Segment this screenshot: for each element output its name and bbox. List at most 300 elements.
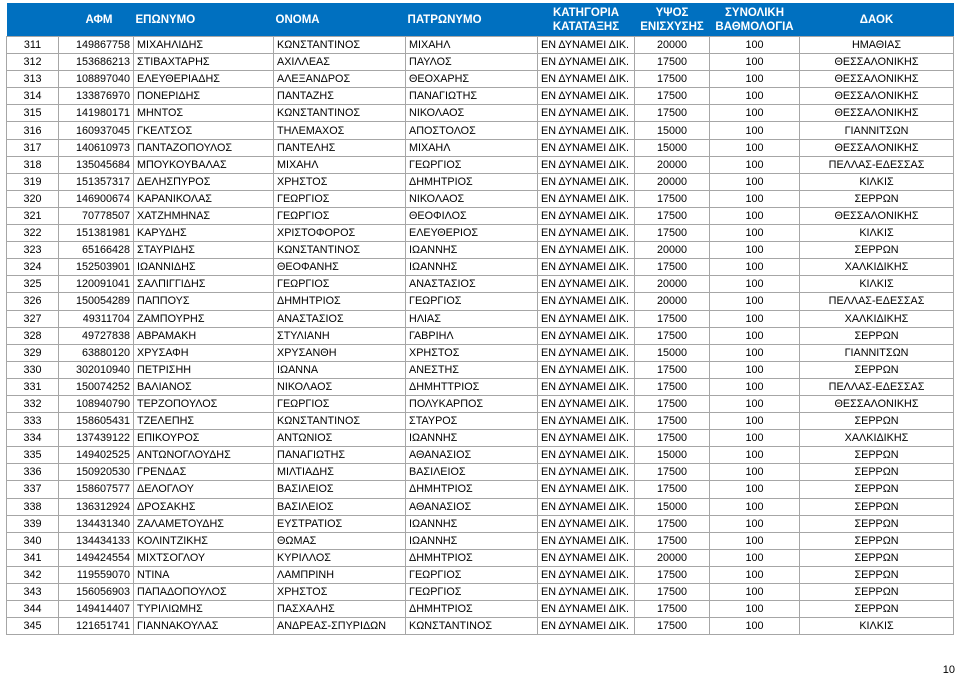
cell-category: ΕΝ ΔΥΝΑΜΕΙ ΔΙΚ. [538, 54, 635, 71]
cell-height: 17500 [635, 105, 710, 122]
cell-surname: ΓΚΕΛΤΣΟΣ [134, 122, 274, 139]
cell-score: 100 [710, 259, 800, 276]
cell-afm: 150920530 [59, 464, 134, 481]
cell-height: 17500 [635, 464, 710, 481]
table-row [7, 310, 954, 327]
cell-afm: 140610973 [59, 139, 134, 156]
cell-name: ΜΙΧΑΗΛ [274, 156, 406, 173]
cell-father: ΘΕΟΧΑΡΗΣ [406, 71, 538, 88]
cell-afm: 63880120 [59, 344, 134, 361]
cell-daok: ΣΕΡΡΩΝ [800, 584, 954, 601]
cell-father: ΑΘΑΝΑΣΙΟΣ [406, 447, 538, 464]
cell-father: ΒΑΣΙΛΕΙΟΣ [406, 464, 538, 481]
cell-name: ΙΩΑΝΝΑ [274, 361, 406, 378]
cell-height: 17500 [635, 259, 710, 276]
cell-height: 20000 [635, 549, 710, 566]
cell-height: 20000 [635, 242, 710, 259]
table-header [7, 3, 954, 37]
cell-name: ΑΛΕΞΑΝΔΡΟΣ [274, 71, 406, 88]
cell-score: 100 [710, 156, 800, 173]
cell-score: 100 [710, 37, 800, 54]
cell-surname: ΕΛΕΥΘΕΡΙΑΔΗΣ [134, 71, 274, 88]
cell-afm: 120091041 [59, 276, 134, 293]
cell-surname: ΜΗΝΤΟΣ [134, 105, 274, 122]
header-category-line2: ΚΑΤΑΤΑΞΗΣ [552, 20, 620, 33]
cell-father: ΑΠΟΣΤΟΛΟΣ [406, 122, 538, 139]
cell-daok: ΣΕΡΡΩΝ [800, 515, 954, 532]
cell-no: 335 [7, 447, 59, 464]
cell-name: ΤΗΛΕΜΑΧΟΣ [274, 122, 406, 139]
cell-daok: ΣΕΡΡΩΝ [800, 361, 954, 378]
cell-no: 333 [7, 413, 59, 430]
cell-no: 340 [7, 532, 59, 549]
table-row [7, 259, 954, 276]
cell-name: ΚΥΡΙΛΛΟΣ [274, 549, 406, 566]
cell-height: 15000 [635, 344, 710, 361]
table-row [7, 584, 954, 601]
cell-daok: ΘΕΣΣΑΛΟΝΙΚΗΣ [800, 139, 954, 156]
cell-height: 17500 [635, 584, 710, 601]
cell-height: 15000 [635, 139, 710, 156]
cell-no: 341 [7, 549, 59, 566]
cell-surname: ΤΕΡΖΟΠΟΥΛΟΣ [134, 395, 274, 412]
cell-score: 100 [710, 173, 800, 190]
cell-daok: ΘΕΣΣΑΛΟΝΙΚΗΣ [800, 88, 954, 105]
cell-father: ΑΘΑΝΑΣΙΟΣ [406, 498, 538, 515]
cell-daok: ΚΙΛΚΙΣ [800, 173, 954, 190]
cell-father: ΠΟΛΥΚΑΡΠΟΣ [406, 395, 538, 412]
cell-name: ΘΩΜΑΣ [274, 532, 406, 549]
cell-surname: ΔΕΛΗΣΠΥΡΟΣ [134, 173, 274, 190]
cell-father: ΔΗΜΗΤΡΙΟΣ [406, 549, 538, 566]
cell-afm: 65166428 [59, 242, 134, 259]
cell-no: 319 [7, 173, 59, 190]
cell-category: ΕΝ ΔΥΝΑΜΕΙ ΔΙΚ. [538, 276, 635, 293]
header-category-line1: ΚΑΤΗΓΟΡΙΑ [553, 6, 620, 19]
cell-category: ΕΝ ΔΥΝΑΜΕΙ ΔΙΚ. [538, 344, 635, 361]
cell-afm: 108897040 [59, 71, 134, 88]
cell-no: 325 [7, 276, 59, 293]
cell-name: ΓΕΩΡΓΙΟΣ [274, 276, 406, 293]
cell-name: ΠΑΣΧΑΛΗΣ [274, 601, 406, 618]
cell-score: 100 [710, 566, 800, 583]
cell-height: 17500 [635, 190, 710, 207]
cell-height: 17500 [635, 71, 710, 88]
header-score-line2: ΒΑΘΜΟΛΟΓΙΑ [715, 20, 794, 33]
cell-no: 330 [7, 361, 59, 378]
cell-no: 320 [7, 190, 59, 207]
cell-category: ΕΝ ΔΥΝΑΜΕΙ ΔΙΚ. [538, 37, 635, 54]
cell-category: ΕΝ ΔΥΝΑΜΕΙ ΔΙΚ. [538, 413, 635, 430]
cell-surname: ΧΡΥΣΑΦΗ [134, 344, 274, 361]
cell-surname: ΔΡΟΣΑΚΗΣ [134, 498, 274, 515]
cell-surname: ΣΑΛΠΙΓΓΙΔΗΣ [134, 276, 274, 293]
cell-father: ΓΕΩΡΓΙΟΣ [406, 584, 538, 601]
cell-afm: 302010940 [59, 361, 134, 378]
cell-category: ΕΝ ΔΥΝΑΜΕΙ ΔΙΚ. [538, 464, 635, 481]
cell-afm: 49727838 [59, 327, 134, 344]
cell-no: 327 [7, 310, 59, 327]
cell-score: 100 [710, 105, 800, 122]
cell-no: 322 [7, 225, 59, 242]
table-row [7, 481, 954, 498]
cell-father: ΑΝΕΣΤΗΣ [406, 361, 538, 378]
cell-father: ΠΑΥΛΟΣ [406, 54, 538, 71]
cell-afm: 151381981 [59, 225, 134, 242]
cell-category: ΕΝ ΔΥΝΑΜΕΙ ΔΙΚ. [538, 259, 635, 276]
cell-category: ΕΝ ΔΥΝΑΜΕΙ ΔΙΚ. [538, 515, 635, 532]
table-row [7, 190, 954, 207]
cell-name: ΚΩΝΣΤΑΝΤΙΝΟΣ [274, 105, 406, 122]
cell-height: 17500 [635, 54, 710, 71]
cell-afm: 70778507 [59, 207, 134, 224]
cell-name: ΑΝΤΩΝΙΟΣ [274, 430, 406, 447]
cell-surname: ΜΠΟΥΚΟΥΒΑΛΑΣ [134, 156, 274, 173]
cell-afm: 149414407 [59, 601, 134, 618]
header-name: ΟΝΟΜΑ [274, 3, 406, 37]
header-score [710, 3, 800, 37]
cell-afm: 135045684 [59, 156, 134, 173]
cell-father: ΕΛΕΥΘΕΡΙΟΣ [406, 225, 538, 242]
table-row [7, 173, 954, 190]
cell-surname: ΝΤΙΝΑ [134, 566, 274, 583]
cell-category: ΕΝ ΔΥΝΑΜΕΙ ΔΙΚ. [538, 584, 635, 601]
cell-daok: ΘΕΣΣΑΛΟΝΙΚΗΣ [800, 207, 954, 224]
cell-surname: ΠΑΝΤΑΖΟΠΟΥΛΟΣ [134, 139, 274, 156]
cell-name: ΓΕΩΡΓΙΟΣ [274, 207, 406, 224]
cell-afm: 49311704 [59, 310, 134, 327]
cell-father: ΜΙΧΑΗΛ [406, 139, 538, 156]
cell-score: 100 [710, 549, 800, 566]
cell-score: 100 [710, 88, 800, 105]
cell-afm: 149402525 [59, 447, 134, 464]
cell-no: 324 [7, 259, 59, 276]
cell-daok: ΠΕΛΛΑΣ-ΕΔΕΣΣΑΣ [800, 156, 954, 173]
cell-category: ΕΝ ΔΥΝΑΜΕΙ ΔΙΚ. [538, 293, 635, 310]
cell-height: 17500 [635, 225, 710, 242]
cell-score: 100 [710, 190, 800, 207]
cell-category: ΕΝ ΔΥΝΑΜΕΙ ΔΙΚ. [538, 532, 635, 549]
table-row [7, 156, 954, 173]
table-row [7, 601, 954, 618]
cell-score: 100 [710, 601, 800, 618]
cell-father: ΙΩΑΝΝΗΣ [406, 259, 538, 276]
cell-daok: ΗΜΑΘΙΑΣ [800, 37, 954, 54]
cell-surname: ΠΑΠΑΔΟΠΟΥΛΟΣ [134, 584, 274, 601]
cell-name: ΧΡΥΣΑΝΘΗ [274, 344, 406, 361]
table-body [7, 37, 954, 635]
table-row [7, 395, 954, 412]
cell-afm: 141980171 [59, 105, 134, 122]
cell-afm: 153686213 [59, 54, 134, 71]
cell-afm: 151357317 [59, 173, 134, 190]
cell-height: 17500 [635, 532, 710, 549]
cell-surname: ΤΥΡΙΛΙΩΜΗΣ [134, 601, 274, 618]
cell-father: ΔΗΜΗΤΡΙΟΣ [406, 173, 538, 190]
document-sheet [6, 3, 953, 635]
cell-height: 17500 [635, 310, 710, 327]
cell-afm: 108940790 [59, 395, 134, 412]
cell-afm: 146900674 [59, 190, 134, 207]
cell-daok: ΧΑΛΚΙΔΙΚΗΣ [800, 310, 954, 327]
table-row [7, 207, 954, 224]
cell-afm: 134434133 [59, 532, 134, 549]
cell-father: ΔΗΜΗΤΡΙΟΣ [406, 481, 538, 498]
cell-height: 17500 [635, 327, 710, 344]
cell-surname: ΣΤΙΒΑΧΤΑΡΗΣ [134, 54, 274, 71]
cell-category: ΕΝ ΔΥΝΑΜΕΙ ΔΙΚ. [538, 430, 635, 447]
cell-score: 100 [710, 71, 800, 88]
cell-score: 100 [710, 361, 800, 378]
cell-no: 345 [7, 618, 59, 635]
cell-father: ΑΝΑΣΤΑΣΙΟΣ [406, 276, 538, 293]
cell-score: 100 [710, 481, 800, 498]
cell-score: 100 [710, 276, 800, 293]
header-score-line1: ΣΥΝΟΛΙΚΗ [725, 6, 785, 19]
cell-score: 100 [710, 584, 800, 601]
cell-surname: ΚΟΛΙΝΤΖΙΚΗΣ [134, 532, 274, 549]
cell-no: 337 [7, 481, 59, 498]
cell-name: ΠΑΝΑΓΙΩΤΗΣ [274, 447, 406, 464]
cell-category: ΕΝ ΔΥΝΑΜΕΙ ΔΙΚ. [538, 71, 635, 88]
cell-father: ΙΩΑΝΝΗΣ [406, 242, 538, 259]
cell-father: ΝΙΚΟΛΑΟΣ [406, 190, 538, 207]
cell-father: ΙΩΑΝΝΗΣ [406, 515, 538, 532]
cell-afm: 119559070 [59, 566, 134, 583]
cell-name: ΓΕΩΡΓΙΟΣ [274, 190, 406, 207]
cell-name: ΚΩΝΣΤΑΝΤΙΝΟΣ [274, 413, 406, 430]
cell-surname: ΖΑΜΠΟΥΡΗΣ [134, 310, 274, 327]
cell-height: 17500 [635, 618, 710, 635]
cell-father: ΜΙΧΑΗΛ [406, 37, 538, 54]
cell-father: ΓΕΩΡΓΙΟΣ [406, 293, 538, 310]
cell-surname: ΑΒΡΑΜΑΚΗ [134, 327, 274, 344]
cell-no: 313 [7, 71, 59, 88]
table-row [7, 532, 954, 549]
cell-daok: ΚΙΛΚΙΣ [800, 276, 954, 293]
cell-daok: ΓΙΑΝΝΙΤΣΩΝ [800, 344, 954, 361]
cell-daok: ΣΕΡΡΩΝ [800, 190, 954, 207]
cell-category: ΕΝ ΔΥΝΑΜΕΙ ΔΙΚ. [538, 327, 635, 344]
cell-category: ΕΝ ΔΥΝΑΜΕΙ ΔΙΚ. [538, 601, 635, 618]
cell-name: ΑΝΔΡΕΑΣ-ΣΠΥΡΙΔΩΝ [274, 618, 406, 635]
cell-no: 321 [7, 207, 59, 224]
cell-name: ΜΙΛΤΙΑΔΗΣ [274, 464, 406, 481]
cell-category: ΕΝ ΔΥΝΑΜΕΙ ΔΙΚ. [538, 395, 635, 412]
cell-score: 100 [710, 413, 800, 430]
cell-category: ΕΝ ΔΥΝΑΜΕΙ ΔΙΚ. [538, 361, 635, 378]
cell-height: 15000 [635, 498, 710, 515]
table-row [7, 344, 954, 361]
cell-daok: ΣΕΡΡΩΝ [800, 464, 954, 481]
cell-score: 100 [710, 515, 800, 532]
cell-no: 317 [7, 139, 59, 156]
table-row [7, 105, 954, 122]
cell-afm: 156056903 [59, 584, 134, 601]
cell-name: ΓΕΩΡΓΙΟΣ [274, 395, 406, 412]
cell-category: ΕΝ ΔΥΝΑΜΕΙ ΔΙΚ. [538, 378, 635, 395]
table-row [7, 361, 954, 378]
cell-no: 318 [7, 156, 59, 173]
cell-afm: 133876970 [59, 88, 134, 105]
table-row [7, 618, 954, 635]
cell-surname: ΠΟΝΕΡΙΔΗΣ [134, 88, 274, 105]
cell-no: 331 [7, 378, 59, 395]
cell-surname: ΧΑΤΖΗΜΗΝΑΣ [134, 207, 274, 224]
header-height: ΥΨΟΣ ΕΝΙΣΧΥΣΗΣ [635, 3, 710, 37]
cell-afm: 137439122 [59, 430, 134, 447]
cell-no: 334 [7, 430, 59, 447]
cell-father: ΔΗΜΗΤΡΙΟΣ [406, 601, 538, 618]
cell-height: 17500 [635, 515, 710, 532]
cell-afm: 134431340 [59, 515, 134, 532]
cell-score: 100 [710, 344, 800, 361]
cell-category: ΕΝ ΔΥΝΑΜΕΙ ΔΙΚ. [538, 225, 635, 242]
cell-father: ΘΕΟΦΙΛΟΣ [406, 207, 538, 224]
cell-no: 323 [7, 242, 59, 259]
cell-daok: ΣΕΡΡΩΝ [800, 327, 954, 344]
cell-height: 20000 [635, 173, 710, 190]
cell-score: 100 [710, 447, 800, 464]
cell-no: 329 [7, 344, 59, 361]
cell-father: ΓΑΒΡΙΗΛ [406, 327, 538, 344]
cell-no: 326 [7, 293, 59, 310]
cell-category: ΕΝ ΔΥΝΑΜΕΙ ΔΙΚ. [538, 549, 635, 566]
cell-father: ΧΡΗΣΤΟΣ [406, 344, 538, 361]
header-category [538, 3, 635, 37]
cell-category: ΕΝ ΔΥΝΑΜΕΙ ΔΙΚ. [538, 207, 635, 224]
cell-height: 17500 [635, 88, 710, 105]
header-daok: ΔΑΟΚ [800, 3, 954, 37]
cell-category: ΕΝ ΔΥΝΑΜΕΙ ΔΙΚ. [538, 139, 635, 156]
cell-daok: ΣΕΡΡΩΝ [800, 447, 954, 464]
cell-score: 100 [710, 498, 800, 515]
cell-afm: 160937045 [59, 122, 134, 139]
cell-score: 100 [710, 464, 800, 481]
cell-height: 17500 [635, 207, 710, 224]
cell-category: ΕΝ ΔΥΝΑΜΕΙ ΔΙΚ. [538, 566, 635, 583]
table-row [7, 498, 954, 515]
cell-no: 338 [7, 498, 59, 515]
cell-afm: 158605431 [59, 413, 134, 430]
table-row [7, 566, 954, 583]
cell-daok: ΚΙΛΚΙΣ [800, 618, 954, 635]
cell-name: ΛΑΜΠΡΙΝΗ [274, 566, 406, 583]
cell-surname: ΒΑΛΙΑΝΟΣ [134, 378, 274, 395]
cell-father: ΓΕΩΡΓΙΟΣ [406, 156, 538, 173]
cell-score: 100 [710, 122, 800, 139]
cell-surname: ΔΕΛΟΓΛΟΥ [134, 481, 274, 498]
cell-name: ΧΡΗΣΤΟΣ [274, 173, 406, 190]
cell-score: 100 [710, 242, 800, 259]
cell-no: 332 [7, 395, 59, 412]
cell-height: 17500 [635, 430, 710, 447]
cell-category: ΕΝ ΔΥΝΑΜΕΙ ΔΙΚ. [538, 173, 635, 190]
cell-surname: ΜΙΧΑΗΛΙΔΗΣ [134, 37, 274, 54]
cell-father: ΝΙΚΟΛΑΟΣ [406, 105, 538, 122]
cell-name: ΘΕΟΦΑΝΗΣ [274, 259, 406, 276]
cell-score: 100 [710, 532, 800, 549]
cell-no: 315 [7, 105, 59, 122]
cell-father: ΗΛΙΑΣ [406, 310, 538, 327]
cell-height: 17500 [635, 601, 710, 618]
cell-height: 17500 [635, 378, 710, 395]
cell-name: ΧΡΙΣΤΟΦΟΡΟΣ [274, 225, 406, 242]
cell-name: ΒΑΣΙΛΕΙΟΣ [274, 481, 406, 498]
cell-category: ΕΝ ΔΥΝΑΜΕΙ ΔΙΚ. [538, 105, 635, 122]
cell-height: 17500 [635, 481, 710, 498]
table-row [7, 139, 954, 156]
cell-height: 15000 [635, 122, 710, 139]
cell-height: 20000 [635, 276, 710, 293]
cell-category: ΕΝ ΔΥΝΑΜΕΙ ΔΙΚ. [538, 156, 635, 173]
cell-category: ΕΝ ΔΥΝΑΜΕΙ ΔΙΚ. [538, 481, 635, 498]
cell-father: ΙΩΑΝΝΗΣ [406, 532, 538, 549]
page-number: 10 [942, 664, 955, 676]
cell-surname: ΓΡΕΝΔΑΣ [134, 464, 274, 481]
cell-category: ΕΝ ΔΥΝΑΜΕΙ ΔΙΚ. [538, 122, 635, 139]
cell-daok: ΠΕΛΛΑΣ-ΕΔΕΣΣΑΣ [800, 293, 954, 310]
table-row [7, 276, 954, 293]
table-row [7, 464, 954, 481]
cell-score: 100 [710, 139, 800, 156]
table-row [7, 54, 954, 71]
cell-no: 311 [7, 37, 59, 54]
cell-score: 100 [710, 327, 800, 344]
cell-surname: ΓΙΑΝΝΑΚΟΥΛΑΣ [134, 618, 274, 635]
cell-daok: ΣΕΡΡΩΝ [800, 481, 954, 498]
cell-height: 20000 [635, 37, 710, 54]
cell-height: 20000 [635, 293, 710, 310]
cell-category: ΕΝ ΔΥΝΑΜΕΙ ΔΙΚ. [538, 447, 635, 464]
cell-daok: ΣΕΡΡΩΝ [800, 601, 954, 618]
cell-name: ΚΩΝΣΤΑΝΤΙΝΟΣ [274, 242, 406, 259]
cell-daok: ΘΕΣΣΑΛΟΝΙΚΗΣ [800, 395, 954, 412]
cell-name: ΕΥΣΤΡΑΤΙΟΣ [274, 515, 406, 532]
cell-surname: ΠΑΠΠΟΥΣ [134, 293, 274, 310]
table-row [7, 88, 954, 105]
cell-no: 314 [7, 88, 59, 105]
header-father: ΠΑΤΡΩΝΥΜΟ [406, 3, 538, 37]
cell-daok: ΠΕΛΛΑΣ-ΕΔΕΣΣΑΣ [800, 378, 954, 395]
cell-afm: 150074252 [59, 378, 134, 395]
cell-daok: ΘΕΣΣΑΛΟΝΙΚΗΣ [800, 54, 954, 71]
cell-surname: ΠΕΤΡΙΣΗΗ [134, 361, 274, 378]
table-row [7, 225, 954, 242]
cell-score: 100 [710, 54, 800, 71]
cell-afm: 158607577 [59, 481, 134, 498]
table-row [7, 549, 954, 566]
cell-no: 336 [7, 464, 59, 481]
cell-surname: ΜΙΧΤΣΟΓΛΟΥ [134, 549, 274, 566]
cell-height: 15000 [635, 447, 710, 464]
cell-daok: ΣΕΡΡΩΝ [800, 413, 954, 430]
cell-no: 339 [7, 515, 59, 532]
cell-name: ΧΡΗΣΤΟΣ [274, 584, 406, 601]
cell-daok: ΓΙΑΝΝΙΤΣΩΝ [800, 122, 954, 139]
cell-daok: ΣΕΡΡΩΝ [800, 498, 954, 515]
cell-name: ΑΝΑΣΤΑΣΙΟΣ [274, 310, 406, 327]
cell-daok: ΚΙΛΚΙΣ [800, 225, 954, 242]
table-row [7, 430, 954, 447]
cell-score: 100 [710, 293, 800, 310]
table-row [7, 293, 954, 310]
table-row [7, 413, 954, 430]
cell-name: ΑΧΙΛΛΕΑΣ [274, 54, 406, 71]
cell-name: ΔΗΜΗΤΡΙΟΣ [274, 293, 406, 310]
cell-father: ΣΤΑΥΡΟΣ [406, 413, 538, 430]
cell-height: 17500 [635, 395, 710, 412]
